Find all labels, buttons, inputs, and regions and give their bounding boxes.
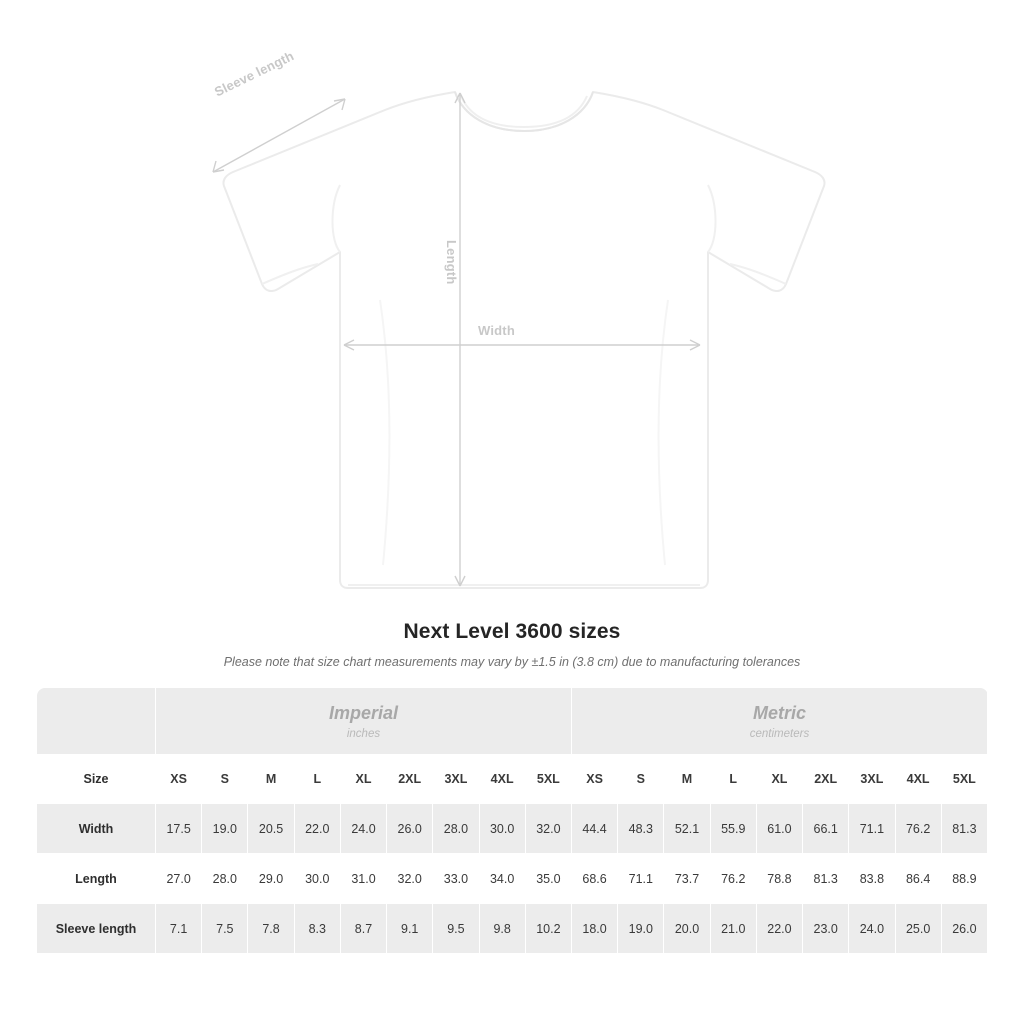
sleeve-metric-xl: 22.0 [756, 904, 802, 954]
width-dimension-label: Width [478, 323, 515, 338]
sleeve-imperial-2xl: 9.1 [387, 904, 433, 954]
length-imperial-3xl: 33.0 [433, 854, 479, 904]
length-imperial-s: 28.0 [202, 854, 248, 904]
width-imperial-xl: 24.0 [340, 804, 386, 854]
sleeve-imperial-xs: 7.1 [156, 904, 202, 954]
width-metric-2xl: 66.1 [803, 804, 849, 854]
size-table [36, 687, 988, 954]
sleeve-metric-3xl: 24.0 [849, 904, 895, 954]
imperial-unit-name: Imperial [328, 703, 398, 724]
size-header-metric-m: M [664, 755, 710, 804]
size-header-metric-xl: XL [756, 755, 802, 804]
width-imperial-l: 22.0 [294, 804, 340, 854]
size-header-imperial-2xl: 2XL [387, 755, 433, 804]
row-label-sleeve-length: Sleeve length [37, 904, 156, 954]
size-header-imperial-3xl: 3XL [433, 755, 479, 804]
sleeve-length-dimension-label: Sleeve length [212, 48, 297, 100]
sleeve-imperial-4xl: 9.8 [479, 904, 525, 954]
size-header-imperial-5xl: 5XL [525, 755, 571, 804]
width-metric-xl: 61.0 [756, 804, 802, 854]
size-table-container [0, 687, 1024, 954]
width-metric-m: 52.1 [664, 804, 710, 854]
width-metric-4xl: 76.2 [895, 804, 941, 854]
width-imperial-2xl: 26.0 [387, 804, 433, 854]
length-imperial-2xl: 32.0 [387, 854, 433, 904]
sleeve-metric-l: 21.0 [710, 904, 756, 954]
sleeve-metric-s: 19.0 [618, 904, 664, 954]
row-label-length: Length [37, 854, 156, 904]
size-header-imperial-s: S [202, 755, 248, 804]
width-imperial-5xl: 32.0 [525, 804, 571, 854]
size-header-label: Size [37, 755, 156, 804]
metric-unit-sub: centimeters [749, 727, 810, 740]
length-imperial-l: 30.0 [294, 854, 340, 904]
imperial-unit-cell [156, 688, 572, 755]
width-metric-l: 55.9 [710, 804, 756, 854]
title-block [0, 620, 1024, 669]
length-metric-m: 73.7 [664, 854, 710, 904]
table-row [37, 904, 988, 954]
length-imperial-m: 29.0 [248, 854, 294, 904]
width-imperial-s: 19.0 [202, 804, 248, 854]
sleeve-imperial-5xl: 10.2 [525, 904, 571, 954]
size-header-metric-4xl: 4XL [895, 755, 941, 804]
size-header-row [37, 755, 988, 804]
length-metric-4xl: 86.4 [895, 854, 941, 904]
length-metric-2xl: 81.3 [803, 854, 849, 904]
page-title: Next Level 3600 sizes [403, 620, 621, 643]
length-metric-5xl: 88.9 [941, 854, 987, 904]
width-metric-xs: 44.4 [571, 804, 617, 854]
size-header-metric-3xl: 3XL [849, 755, 895, 804]
sleeve-imperial-m: 7.8 [248, 904, 294, 954]
sleeve-imperial-s: 7.5 [202, 904, 248, 954]
length-dimension-label: Length [444, 240, 459, 285]
metric-unit-name: Metric [752, 703, 806, 724]
length-metric-xs: 68.6 [571, 854, 617, 904]
size-header-metric-5xl: 5XL [941, 755, 987, 804]
table-row [37, 804, 988, 854]
length-metric-s: 71.1 [618, 854, 664, 904]
length-imperial-xl: 31.0 [340, 854, 386, 904]
length-imperial-5xl: 35.0 [525, 854, 571, 904]
size-header-metric-2xl: 2XL [803, 755, 849, 804]
width-metric-5xl: 81.3 [941, 804, 987, 854]
sleeve-imperial-3xl: 9.5 [433, 904, 479, 954]
sleeve-imperial-l: 8.3 [294, 904, 340, 954]
size-header-imperial-4xl: 4XL [479, 755, 525, 804]
metric-unit-cell [571, 688, 987, 755]
sleeve-imperial-xl: 8.7 [340, 904, 386, 954]
length-metric-xl: 78.8 [756, 854, 802, 904]
width-imperial-xs: 17.5 [156, 804, 202, 854]
sleeve-metric-2xl: 23.0 [803, 904, 849, 954]
length-imperial-xs: 27.0 [156, 854, 202, 904]
size-header-metric-s: S [618, 755, 664, 804]
length-metric-3xl: 83.8 [849, 854, 895, 904]
size-header-metric-l: L [710, 755, 756, 804]
size-header-imperial-xl: XL [340, 755, 386, 804]
tshirt-shape [223, 92, 824, 588]
width-imperial-m: 20.5 [248, 804, 294, 854]
sleeve-metric-5xl: 26.0 [941, 904, 987, 954]
unit-corner-cell [37, 688, 156, 755]
imperial-unit-sub: inches [346, 727, 381, 740]
tolerance-note: Please note that size chart measurements may vary by ±1.5 in (3.8 cm) due to manufacturing tolerances [223, 655, 801, 669]
size-header-imperial-l: L [294, 755, 340, 804]
width-metric-3xl: 71.1 [849, 804, 895, 854]
row-label-width: Width [37, 804, 156, 854]
width-metric-s: 48.3 [618, 804, 664, 854]
length-metric-l: 76.2 [710, 854, 756, 904]
sleeve-metric-m: 20.0 [664, 904, 710, 954]
length-imperial-4xl: 34.0 [479, 854, 525, 904]
size-header-imperial-xs: XS [156, 755, 202, 804]
sleeve-metric-4xl: 25.0 [895, 904, 941, 954]
sleeve-metric-xs: 18.0 [571, 904, 617, 954]
width-imperial-4xl: 30.0 [479, 804, 525, 854]
size-header-metric-xs: XS [571, 755, 617, 804]
table-row [37, 854, 988, 904]
width-imperial-3xl: 28.0 [433, 804, 479, 854]
unit-header-row [37, 688, 988, 755]
size-header-imperial-m: M [248, 755, 294, 804]
